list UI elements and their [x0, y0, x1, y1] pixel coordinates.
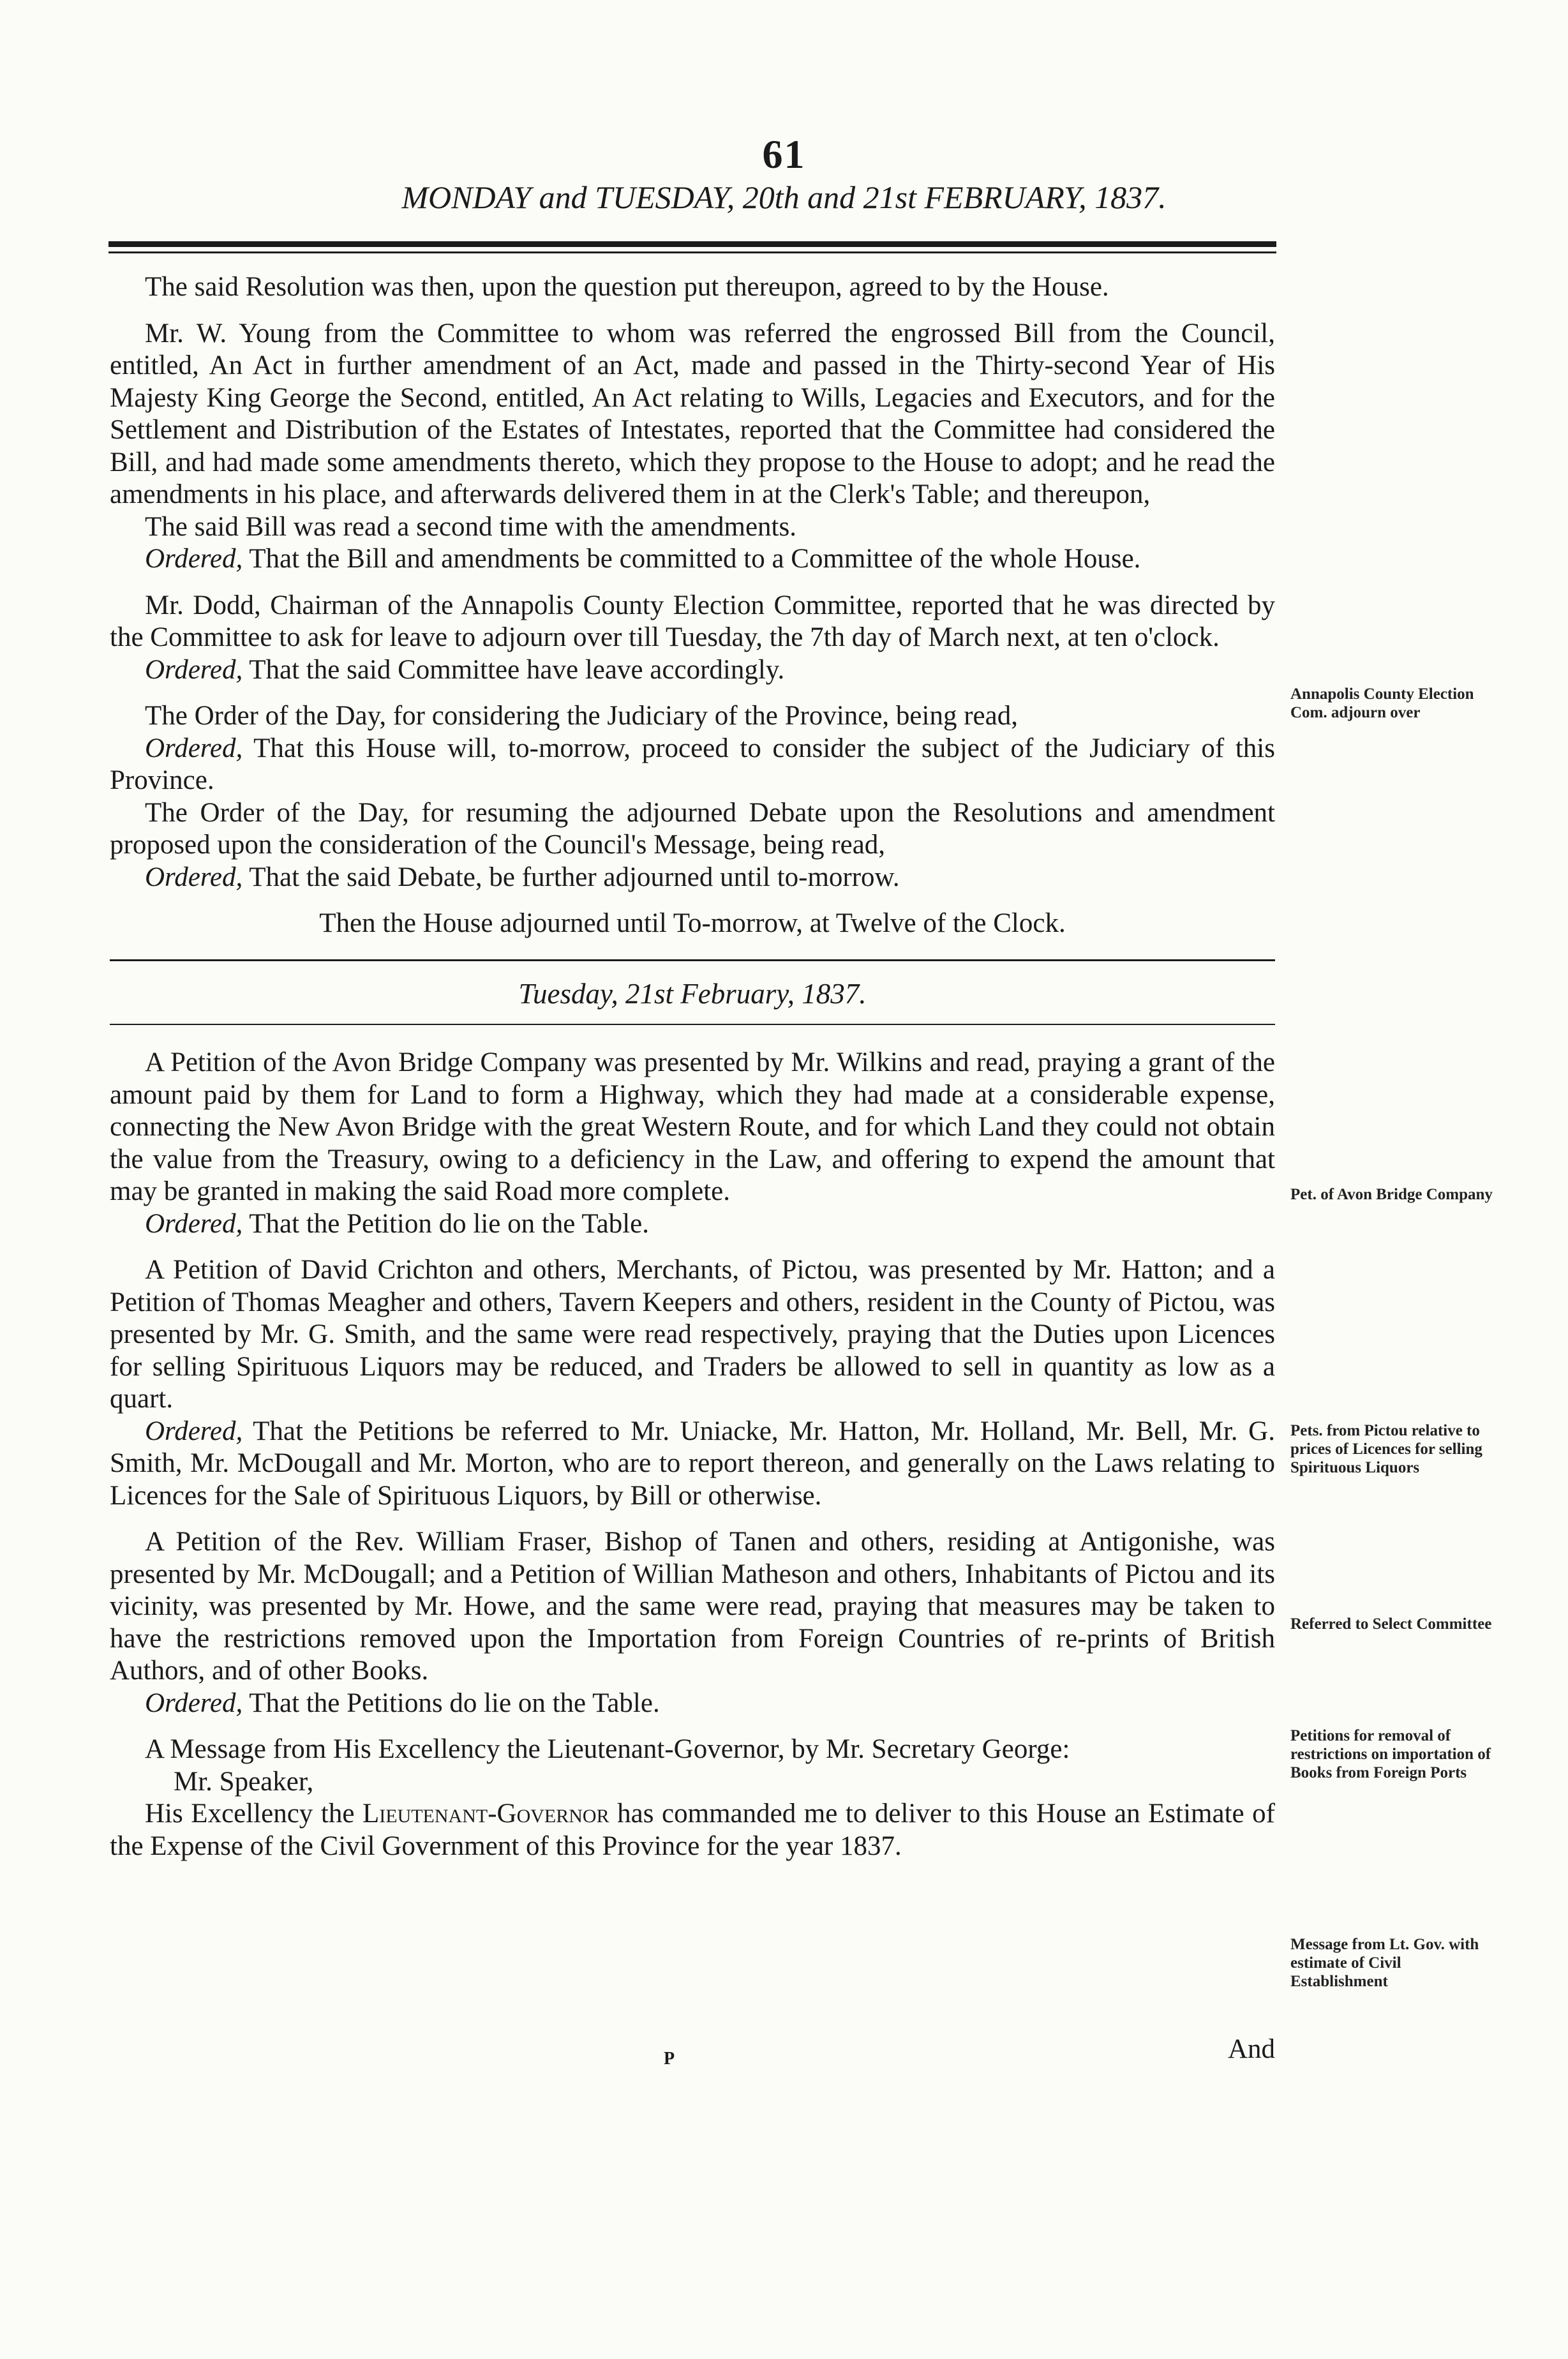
ordered-label: Ordered,	[145, 544, 243, 574]
paragraph: Mr. Dodd, Chairman of the Annapolis County Election Committee, reported that he was directed by the Committee to ask for leave to adjourn over till Tuesday, the 7th day of March next, at ten o'clock.	[110, 590, 1275, 652]
paragraph	[110, 1208, 1275, 1241]
header-rule-thick	[108, 241, 1276, 247]
paragraph	[110, 862, 1275, 894]
ordered-label: Ordered,	[145, 1208, 243, 1239]
ordered-label: Ordered,	[145, 862, 243, 892]
paragraph: Mr. Speaker,	[174, 1766, 314, 1797]
paragraph: A Petition of the Rev. William Fraser, Bishop of Tanen and others, residing at Antigonishe, was presented by Mr. McDougall; and a Petition of Willian Matheson and others, Inhabitants of Pictou and its vicinity, was presented by Mr. Howe, and the same were read, praying that measures may be taken to have the restrictions removed upon the Importation from Foreign Countries of re-prints of British Authors, and of other Books.	[110, 1527, 1275, 1686]
section-date: Tuesday, 21st February, 1837.	[518, 977, 867, 1010]
paragraph: The said Bill was read a second time with the amendments.	[145, 511, 796, 542]
margin-note-select: Referred to Select Committee	[1290, 1615, 1492, 1633]
paragraph-text: His Excellency the	[145, 1799, 355, 1829]
margin-note-books: Petitions for removal of restrictions on importation of Books from Foreign Ports	[1290, 1727, 1491, 1781]
paragraph-text: That the said Committee have leave accordingly.	[249, 654, 785, 685]
paragraph-text: That the said Debate, be further adjourned until to-morrow.	[249, 862, 900, 892]
header-rule-thin	[108, 251, 1276, 253]
paragraph	[110, 543, 1275, 576]
catchword: And	[1227, 2034, 1275, 2064]
paragraph-text: That the Petitions do lie on the Table.	[249, 1688, 660, 1718]
paragraph	[110, 654, 1275, 687]
paragraph-text: That the Bill and amendments be committed to a Committee of the whole House.	[249, 544, 1141, 574]
paragraph: The Order of the Day, for considering the Judiciary of the Province, being read,	[145, 701, 1018, 731]
ordered-label: Ordered,	[145, 1688, 243, 1718]
paragraph-text: has commanded me to deliver to this House an Estimate of the Expense of the Civil Government of this Province for the year 1837.	[110, 1799, 1275, 1861]
margin-note-annapolis: Annapolis County Election Com. adjourn over	[1290, 685, 1474, 721]
paragraph	[110, 733, 1275, 797]
paragraph	[110, 1798, 1275, 1862]
paragraph-text: That the Petition do lie on the Table.	[249, 1208, 649, 1239]
margin-note-avon: Pet. of Avon Bridge Company	[1290, 1186, 1493, 1203]
ordered-label: Ordered,	[145, 1416, 243, 1446]
paragraph: A Petition of the Avon Bridge Company was presented by Mr. Wilkins and read, praying a grant of the amount paid by them for Land to form a Highway, which they had made at a considerable expense, connecting the New Avon Bridge with the great Western Route, and for which Land they could not obtain the value from the Treasury, owing to a deficiency in the Law, and offering to expend the amount that may be granted in making the said Road more complete.	[110, 1047, 1275, 1206]
paragraph: A Message from His Excellency the Lieutenant-Governor, by Mr. Secretary George:	[145, 1734, 1070, 1764]
paragraph-text: That the Petitions be referred to Mr. Uniacke, Mr. Hatton, Mr. Holland, Mr. Bell, Mr. G. Smith, Mr. McDougall and Mr. Morton, who are to report thereon, and generally on the Laws relating to Licences for the Sale of Spirituous Liquors, by Bill or otherwise.	[110, 1416, 1275, 1511]
page-number: 61	[762, 131, 806, 177]
signature-mark: P	[664, 2049, 675, 2069]
paragraph: A Petition of David Crichton and others, Merchants, of Pictou, was presented by Mr. Hatton; and a Petition of Thomas Meagher and others, Tavern Keepers and others, resident in the County of Pictou, was presented by Mr. G. Smith, and the same were read respectively, praying that the Duties upon Licences for selling Spirituous Liquors may be reduced, and Traders be allowed to sell in quantity as low as a quart.	[110, 1255, 1275, 1414]
lieutenant-governor-title: Lieutenant-Governor	[362, 1799, 609, 1829]
ordered-label: Ordered,	[145, 733, 243, 763]
paragraph	[110, 1416, 1275, 1513]
paragraph: The Order of the Day, for resuming the adjourned Debate upon the Resolutions and amendment proposed upon the consideration of the Council's Message, being read,	[110, 797, 1275, 860]
paragraph: Mr. W. Young from the Committee to whom was referred the engrossed Bill from the Council, entitled, An Act in further amendment of an Act, made and passed in the Thirty-second Year of His Majesty King George the Second, entitled, An Act relating to Wills, Legacies and Executors, and for the Settlement and Distribution of the Estates of Intestates, reported that the Committee had considered the Bill, and had made some amendments thereto, which they propose to the House to adopt; and he read the amendments in his place, and afterwards delivered them in at the Clerk's Table; and thereupon,	[110, 318, 1275, 509]
adjournment-line: Then the House adjourned until To-morrow, at Twelve of the Clock.	[319, 908, 1066, 938]
paragraph	[110, 1688, 1275, 1720]
ordered-label: Ordered,	[145, 654, 243, 685]
margin-note-pictou: Pets. from Pictou relative to prices of Licences for selling Spirituous Liquors	[1290, 1422, 1482, 1476]
paragraph-text: That this House will, to-morrow, proceed to consider the subject of the Judiciary of this Province.	[110, 733, 1275, 795]
running-head: MONDAY and TUESDAY, 20th and 21st FEBRUARY, 1837.	[401, 179, 1167, 215]
margin-note-message: Message from Lt. Gov. with estimate of Civil Establishment	[1290, 1936, 1479, 1990]
paragraph: The said Resolution was then, upon the question put thereupon, agreed to by the House.	[145, 272, 1109, 302]
body-text	[110, 271, 1275, 1862]
